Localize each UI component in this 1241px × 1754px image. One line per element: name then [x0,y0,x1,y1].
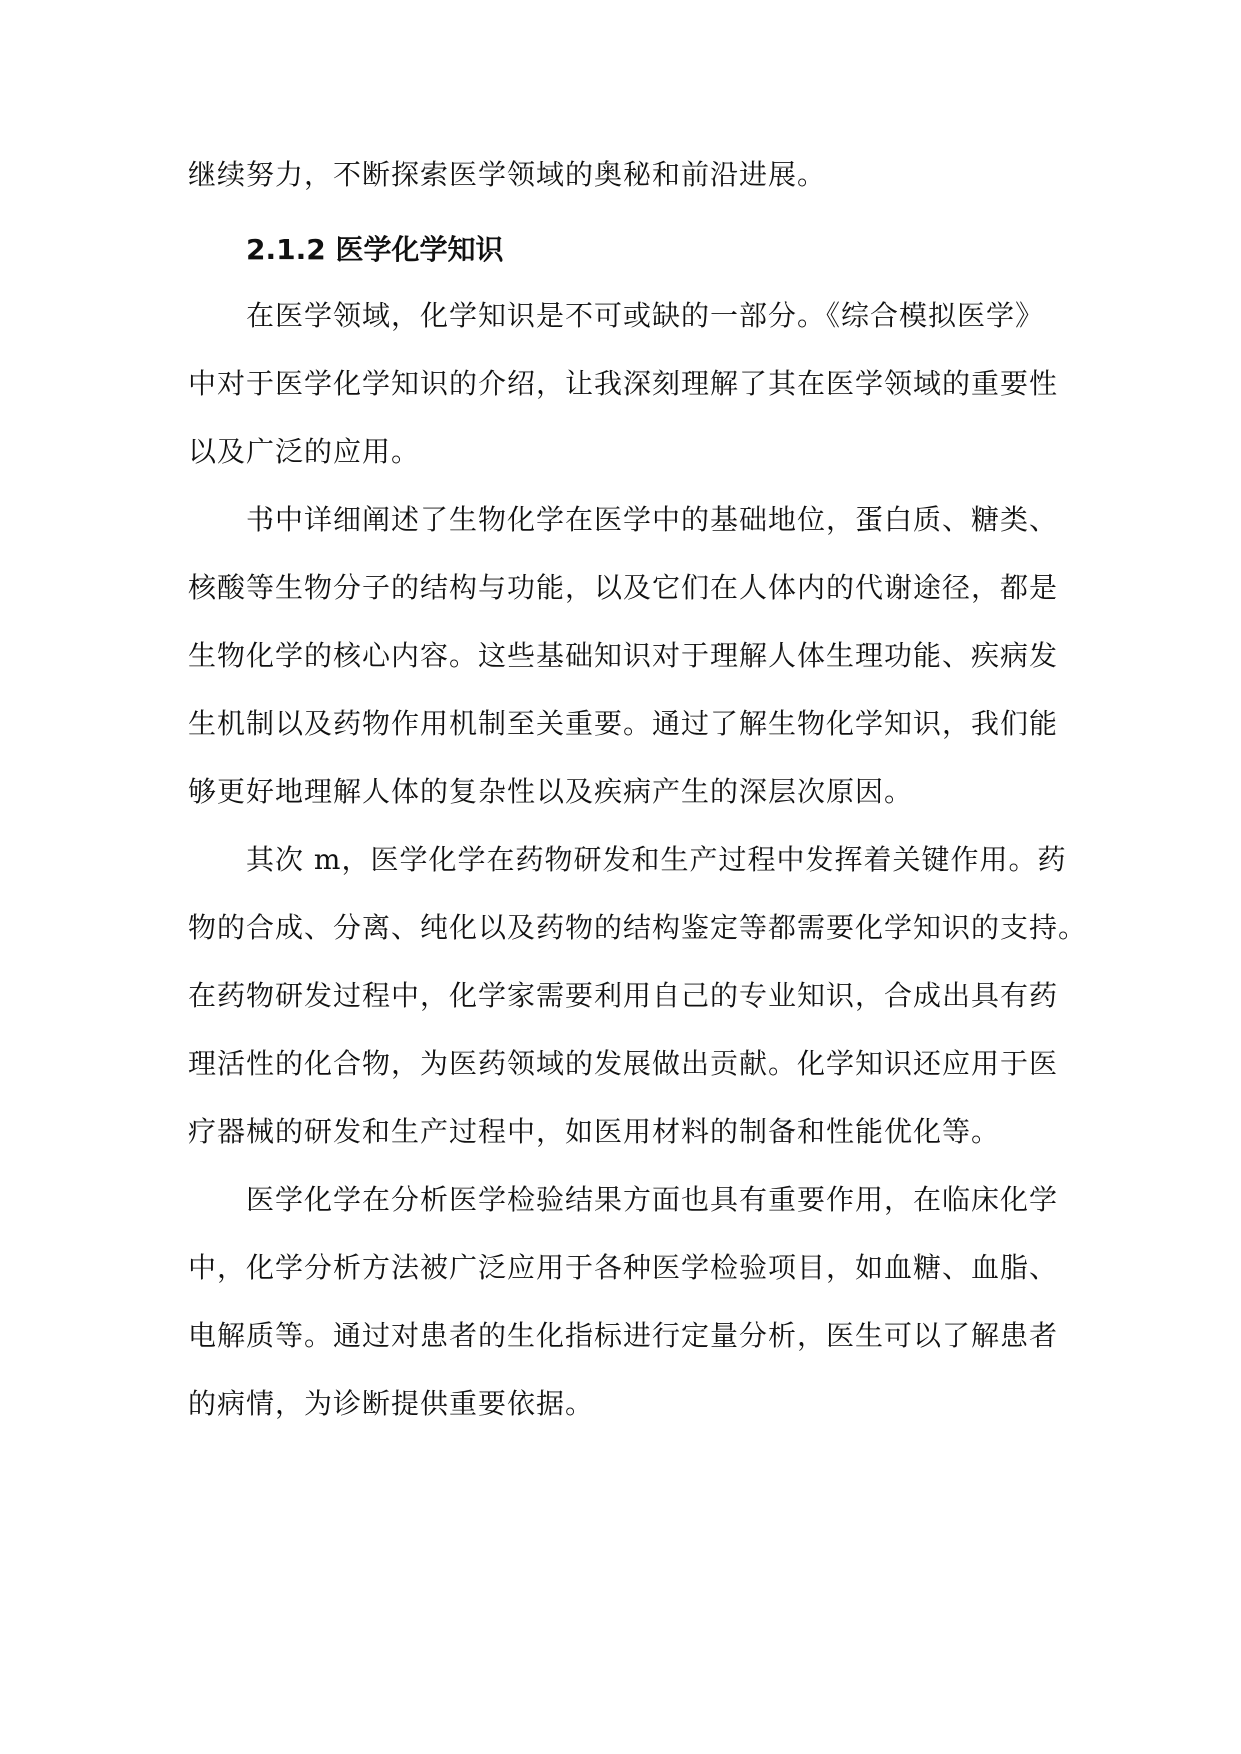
paragraph-line: 以及广泛的应用。 [188,435,421,468]
paragraph-line: 疗器械的研发和生产过程中，如医用材料的制备和性能优化等。 [188,1115,1001,1148]
paragraph-line: 够更好地理解人体的复杂性以及疾病产生的深层次原因。 [188,775,914,808]
paragraph-line: 中对于医学化学知识的介绍，让我深刻理解了其在医学领域的重要性 [188,367,1059,400]
paragraph-line: 其次 m，医学化学在药物研发和生产过程中发挥着关键作用。药 [246,843,1067,876]
paragraph-line: 生物化学的核心内容。这些基础知识对于理解人体生理功能、疾病发 [188,639,1059,672]
paragraph-line: 生机制以及药物作用机制至关重要。通过了解生物化学知识，我们能 [188,707,1059,740]
paragraph-line: 在药物研发过程中，化学家需要利用自己的专业知识，合成出具有药 [188,979,1059,1012]
paragraph-line: 电解质等。通过对患者的生化指标进行定量分析，医生可以了解患者 [188,1319,1059,1352]
paragraph-line: 物的合成、分离、纯化以及药物的结构鉴定等都需要化学知识的支持。 [188,911,1088,944]
paragraph-line: 的病情，为诊断提供重要依据。 [188,1387,595,1420]
paragraph-line: 理活性的化合物，为医药领域的发展做出贡献。化学知识还应用于医 [188,1047,1059,1080]
paragraph-line: 核酸等生物分子的结构与功能，以及它们在人体内的代谢途径，都是 [188,571,1059,604]
paragraph-line: 中，化学分析方法被广泛应用于各种医学检验项目，如血糖、血脂、 [188,1251,1059,1284]
paragraph-line: 继续努力，不断探索医学领域的奥秘和前沿进展。 [188,158,827,191]
paragraph-line: 书中详细阐述了生物化学在医学中的基础地位，蛋白质、糖类、 [246,503,1059,536]
paragraph-line: 医学化学在分析医学检验结果方面也具有重要作用，在临床化学 [246,1183,1059,1216]
paragraph-line: 在医学领域，化学知识是不可或缺的一部分。《综合模拟医学》 [246,299,1045,332]
section-heading: 2.1.2 医学化学知识 [246,233,504,266]
